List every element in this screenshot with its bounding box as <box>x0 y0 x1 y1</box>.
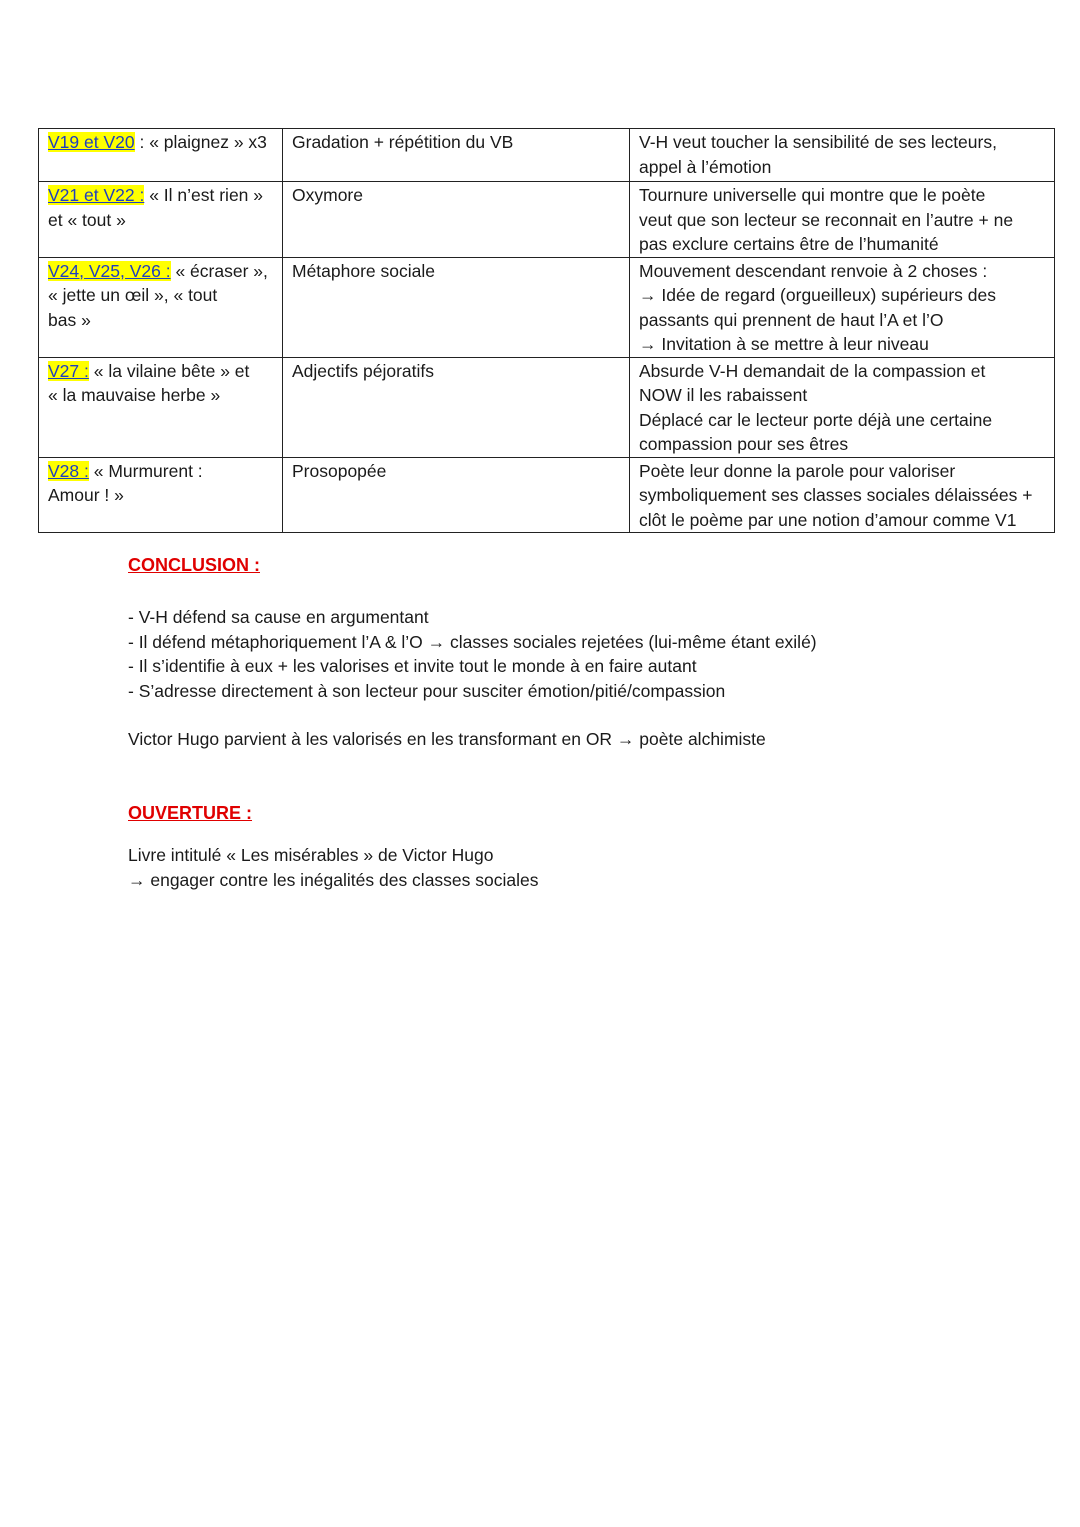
verse-reference: V24, V25, V26 : <box>48 260 171 281</box>
interpretation-line: veut que son lecteur se reconnait en l’autre + ne <box>639 209 1014 230</box>
verse-cell <box>39 357 283 457</box>
table-row <box>39 357 1055 457</box>
interpretation-cell <box>630 182 1055 258</box>
verse-quote: : « plaignez » x3 <box>134 132 267 152</box>
analysis-table <box>38 128 1055 533</box>
verse-cell <box>39 129 283 182</box>
interpretation-line: NOW il les rabaissent <box>639 385 808 405</box>
verse-cell <box>39 457 283 533</box>
interpretation-line: V-H veut toucher la sensibilité de ses lecteurs, <box>639 132 997 152</box>
ouverture-text <box>128 843 539 892</box>
interpretation-line: Tournure universelle qui montre que le poète <box>639 185 986 205</box>
procede-cell <box>283 182 630 258</box>
verse-quote: « écraser », <box>170 260 268 281</box>
verse-cell <box>39 257 283 357</box>
list-item: - V-H défend sa cause en argumentant <box>128 607 429 627</box>
table-row <box>39 129 1055 182</box>
procede-text: Gradation + répétition du VB <box>292 132 514 152</box>
interpretation-line: Déplacé car le lecteur porte déjà une certaine <box>639 409 993 430</box>
procede-cell <box>283 457 630 533</box>
interpretation-cell <box>630 257 1055 357</box>
interpretation-line: pas exclure certains être de l’humanité <box>639 234 939 254</box>
interpretation-line: compassion pour ses êtres <box>639 434 849 454</box>
verse-quote: « la vilaine bête » et <box>88 360 250 381</box>
table-row <box>39 182 1055 258</box>
procede-text: Oxymore <box>292 185 363 205</box>
list-item: - S’adresse directement à son lecteur pour susciter émotion/pitié/compassion <box>128 680 726 701</box>
verse-reference: V28 : <box>48 460 89 481</box>
interpretation-cell <box>630 129 1055 182</box>
verse-quote: « Murmurent : <box>88 460 203 481</box>
verse-quote: « jette un œil », « tout <box>48 285 218 305</box>
interpretation-line: Poète leur donne la parole pour valoriser <box>639 460 956 481</box>
ouverture-line: → engager contre les inégalités des classes sociales <box>128 869 539 890</box>
procede-cell <box>283 357 630 457</box>
interpretation-line: clôt le poème par une notion d’amour comme V1 <box>639 509 1017 530</box>
verse-quote: bas » <box>48 309 91 330</box>
conclusion-title: CONCLUSION : <box>128 555 260 575</box>
verse-quote: « la mauvaise herbe » <box>48 385 221 405</box>
interpretation-line: → Idée de regard (orgueilleux) supérieurs des <box>639 285 996 305</box>
interpretation-line: Absurde V-H demandait de la compassion et <box>639 360 986 381</box>
verse-reference: V21 et V22 : <box>48 185 145 205</box>
interpretation-line: symboliquement ses classes sociales délaissées + <box>639 485 1033 505</box>
procede-cell <box>283 129 630 182</box>
interpretation-line: Mouvement descendant renvoie à 2 choses : <box>639 260 988 281</box>
interpretation-line: passants qui prennent de haut l’A et l’O <box>639 309 944 330</box>
interpretation-line: → Invitation à se mettre à leur niveau <box>639 334 929 354</box>
verse-quote: et « tout » <box>48 209 126 230</box>
verse-reference: V19 et V20 <box>48 132 135 152</box>
verse-cell <box>39 182 283 258</box>
ouverture-line: Livre intitulé « Les misérables » de Victor Hugo <box>128 845 494 865</box>
verse-quote: Amour ! » <box>48 485 124 505</box>
verse-quote: « Il n’est rien » <box>144 185 263 205</box>
interpretation-cell <box>630 457 1055 533</box>
ouverture-title: OUVERTURE : <box>128 803 253 823</box>
procede-text: Métaphore sociale <box>292 260 435 281</box>
procede-cell <box>283 257 630 357</box>
conclusion-summary: Victor Hugo parvient à les valorisés en les transformant en OR → poète alchimiste <box>128 729 766 749</box>
table-row <box>39 457 1055 533</box>
list-item: - Il défend métaphoriquement l’A & l’O → classes sociales rejetées (lui-même étant exilé) <box>128 631 817 652</box>
interpretation-cell <box>630 357 1055 457</box>
table-row <box>39 257 1055 357</box>
interpretation-line: appel à l’émotion <box>639 156 772 177</box>
list-item: - Il s’identifie à eux + les valorises et invite tout le monde à en faire autant <box>128 656 697 676</box>
conclusion-list <box>128 605 817 703</box>
procede-text: Adjectifs péjoratifs <box>292 360 435 381</box>
verse-reference: V27 : <box>48 360 89 381</box>
procede-text: Prosopopée <box>292 460 387 481</box>
